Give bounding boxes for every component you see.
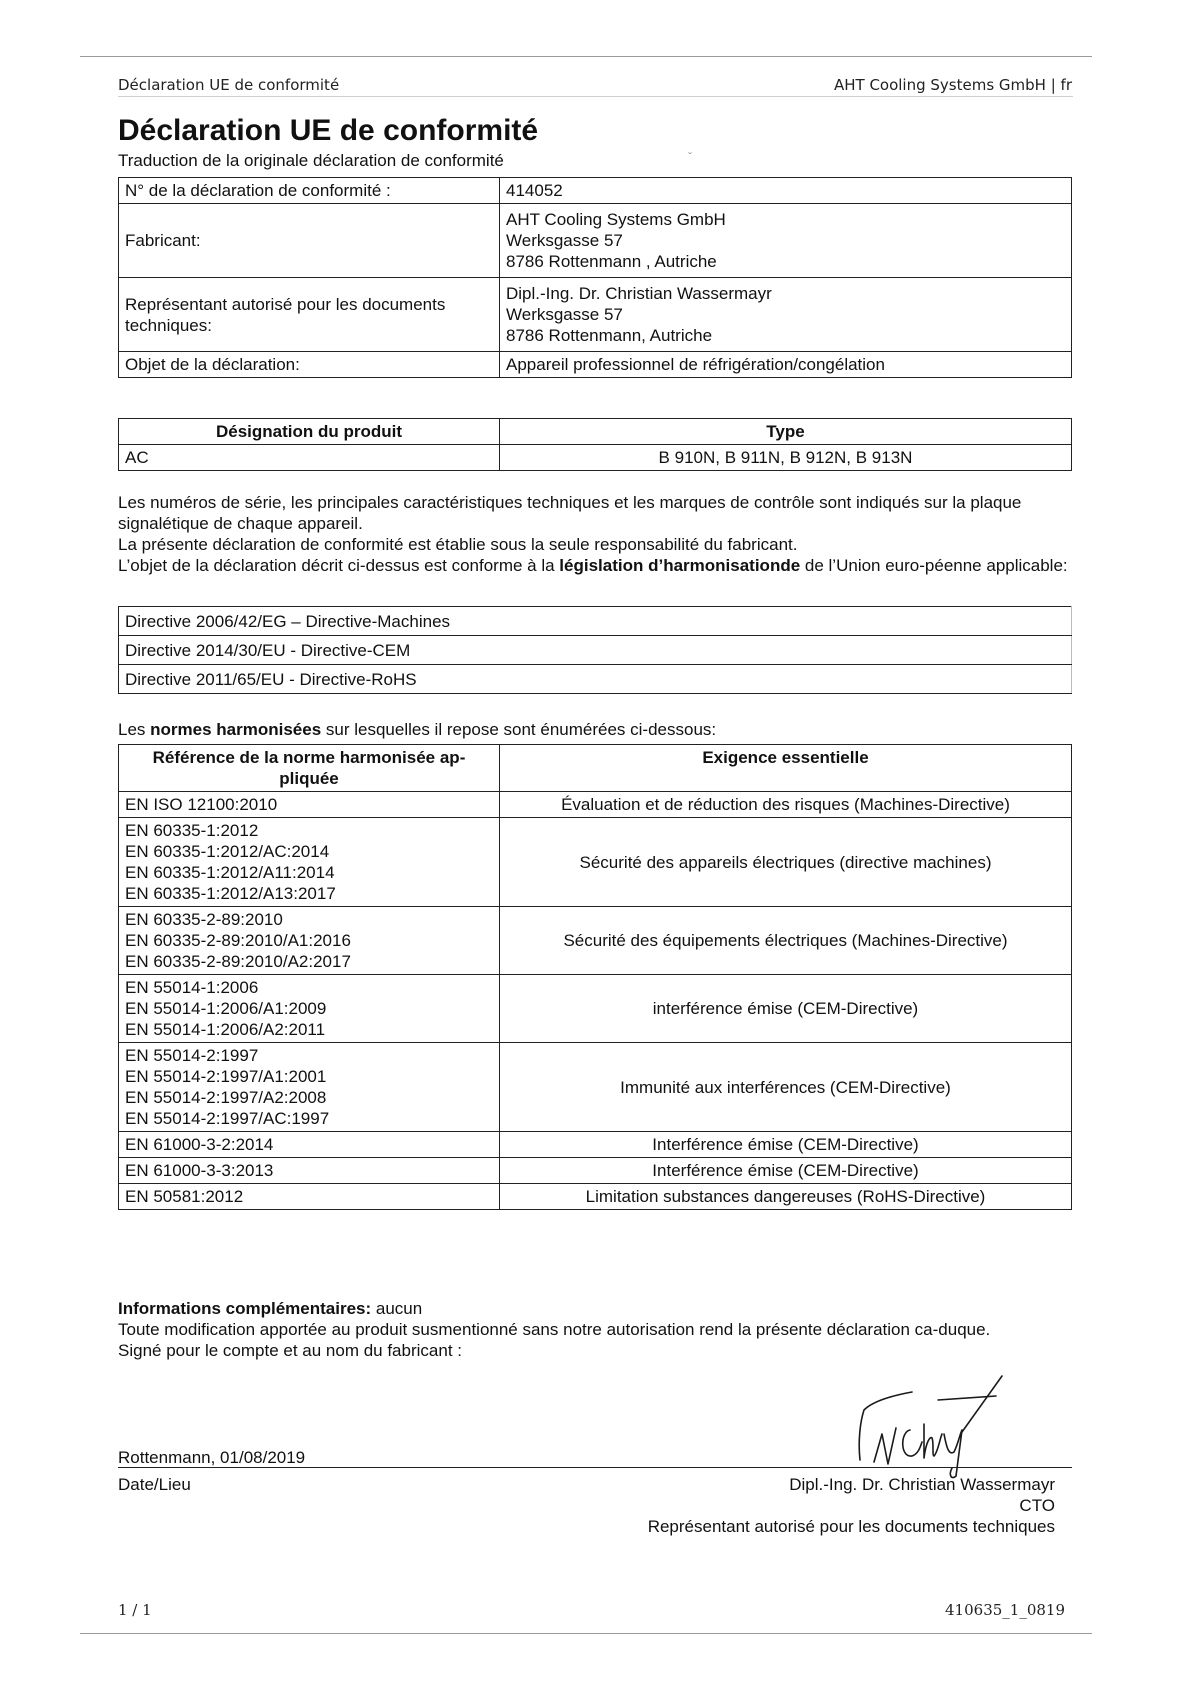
info-value-line: 414052 bbox=[506, 181, 563, 200]
norm-reference bbox=[119, 818, 500, 907]
table-row bbox=[119, 665, 1072, 694]
norm-reference-line: EN 55014-2:1997/A2:2008 bbox=[125, 1088, 327, 1107]
table-row bbox=[119, 636, 1072, 665]
additional-info bbox=[118, 1298, 1068, 1361]
info-value-line: 8786 Rottenmann , Autriche bbox=[506, 252, 717, 271]
norm-reference-line: EN 61000-3-3:2013 bbox=[125, 1161, 274, 1180]
scan-mark: ˇ bbox=[688, 150, 692, 164]
info-table bbox=[118, 177, 1072, 378]
info-value bbox=[500, 204, 1072, 278]
norm-requirement: Limitation substances dangereuses (RoHS-Directive) bbox=[500, 1184, 1072, 1210]
norm-reference-line: EN 60335-1:2012 bbox=[125, 821, 259, 840]
info-value-line: Dipl.-Ing. Dr. Christian Wassermayr bbox=[506, 284, 772, 303]
norm-reference-line: EN 60335-1:2012/A11:2014 bbox=[125, 863, 335, 882]
info-label: Fabricant: bbox=[119, 204, 500, 278]
norms-table bbox=[118, 744, 1072, 1210]
norm-requirement: Interférence émise (CEM-Directive) bbox=[500, 1158, 1072, 1184]
place-date: Rottenmann, 01/08/2019 bbox=[118, 1448, 306, 1467]
signer-block bbox=[0, 1474, 1055, 1537]
norm-reference-line: EN 55014-1:2006 bbox=[125, 978, 259, 997]
header-left: Déclaration UE de conformité bbox=[118, 76, 340, 94]
norms-header-reference: Référence de la norme harmonisée ap-pliquée bbox=[119, 745, 500, 792]
norm-requirement: Immunité aux interférences (CEM-Directive) bbox=[500, 1043, 1072, 1132]
product-table bbox=[118, 418, 1072, 471]
intro-p3: L’objet de la déclaration décrit ci-dessus est conforme à la législation d’harmonisationde de l’Union euro-péenne applicable: bbox=[118, 556, 1068, 575]
info-value bbox=[500, 178, 1072, 204]
table-row bbox=[119, 1132, 1072, 1158]
directive-item: Directive 2014/30/EU - Directive-CEM bbox=[119, 636, 1072, 665]
info-value bbox=[500, 278, 1072, 352]
norm-reference bbox=[119, 1184, 500, 1210]
norms-intro: Les normes harmonisées sur lesquelles il repose sont énumérées ci-dessous: bbox=[118, 720, 717, 739]
norm-reference-line: EN 60335-2-89:2010 bbox=[125, 910, 283, 929]
norm-reference bbox=[119, 907, 500, 975]
norm-reference-line: EN 55014-2:1997/A1:2001 bbox=[125, 1067, 327, 1086]
norm-reference bbox=[119, 1132, 500, 1158]
norm-reference bbox=[119, 792, 500, 818]
table-row bbox=[119, 445, 1072, 471]
norm-requirement: Évaluation et de réduction des risques (Machines-Directive) bbox=[500, 792, 1072, 818]
signature-line bbox=[118, 1467, 1072, 1468]
norm-reference bbox=[119, 1043, 500, 1132]
directives-table bbox=[118, 606, 1072, 694]
info-label: Objet de la déclaration: bbox=[119, 352, 500, 378]
norm-reference-line: EN 61000-3-2:2014 bbox=[125, 1135, 274, 1154]
product-designation: AC bbox=[119, 445, 500, 471]
norm-requirement: Sécurité des équipements électriques (Machines-Directive) bbox=[500, 907, 1072, 975]
info-value-line: AHT Cooling Systems GmbH bbox=[506, 210, 726, 229]
norm-reference-line: EN 55014-1:2006/A2:2011 bbox=[125, 1020, 326, 1039]
norm-reference-line: EN 60335-2-89:2010/A2:2017 bbox=[125, 952, 351, 971]
signer-role-description: Représentant autorisé pour les documents techniques bbox=[647, 1517, 1055, 1536]
norm-requirement: Sécurité des appareils électriques (directive machines) bbox=[500, 818, 1072, 907]
directive-item: Directive 2011/65/EU - Directive-RoHS bbox=[119, 665, 1072, 694]
signer-name: Dipl.-Ing. Dr. Christian Wassermayr bbox=[789, 1475, 1055, 1494]
table-row bbox=[119, 1158, 1072, 1184]
norm-reference bbox=[119, 1158, 500, 1184]
norm-reference bbox=[119, 975, 500, 1043]
top-rule bbox=[80, 56, 1092, 57]
norm-requirement: interférence émise (CEM-Directive) bbox=[500, 975, 1072, 1043]
table-row bbox=[119, 204, 1072, 278]
date-label: Date/Lieu bbox=[118, 1475, 191, 1494]
info-label: Représentant autorisé pour les documents techniques: bbox=[119, 278, 500, 352]
info-value-line: Werksgasse 57 bbox=[506, 231, 623, 250]
table-row bbox=[119, 818, 1072, 907]
table-row bbox=[119, 352, 1072, 378]
norm-reference-line: EN 55014-1:2006/A1:2009 bbox=[125, 999, 327, 1018]
additional-p2: Toute modification apportée au produit susmentionné sans notre autorisation rend la présente déclaration ca-duque. bbox=[118, 1320, 991, 1339]
norm-reference-line: EN 50581:2012 bbox=[125, 1187, 244, 1206]
table-row bbox=[119, 1043, 1072, 1132]
norm-reference-line: EN 60335-2-89:2010/A1:2016 bbox=[125, 931, 351, 950]
info-value-line: 8786 Rottenmann, Autriche bbox=[506, 326, 713, 345]
signer-role: CTO bbox=[1019, 1496, 1055, 1515]
directive-item: Directive 2006/42/EG – Directive-Machines bbox=[119, 607, 1072, 636]
norm-requirement: Interférence émise (CEM-Directive) bbox=[500, 1132, 1072, 1158]
page-subtitle: Traduction de la originale déclaration de conformité bbox=[118, 151, 504, 170]
table-row bbox=[119, 975, 1072, 1043]
intro-text bbox=[118, 492, 1068, 576]
header-right: AHT Cooling Systems GmbH | fr bbox=[833, 76, 1072, 94]
table-row bbox=[119, 792, 1072, 818]
intro-p1: Les numéros de série, les principales caractéristiques techniques et les marques de contrôle sont indiqués sur la plaque signalétique de chaque appareil. bbox=[118, 493, 1022, 533]
additional-p3: Signé pour le compte et au nom du fabricant : bbox=[118, 1341, 462, 1360]
table-row bbox=[119, 1184, 1072, 1210]
table-row bbox=[119, 278, 1072, 352]
norm-reference-line: EN 55014-2:1997/AC:1997 bbox=[125, 1109, 330, 1128]
intro-p2: La présente déclaration de conformité est établie sous la seule responsabilité du fabricant. bbox=[118, 535, 798, 554]
table-row bbox=[119, 907, 1072, 975]
product-type: B 910N, B 911N, B 912N, B 913N bbox=[500, 445, 1072, 471]
document-code: 410635_1_0819 bbox=[945, 1601, 1065, 1619]
product-header-designation: Désignation du produit bbox=[119, 419, 500, 445]
bottom-rule bbox=[80, 1633, 1092, 1634]
info-label: N° de la déclaration de conformité : bbox=[119, 178, 500, 204]
info-value bbox=[500, 352, 1072, 378]
table-row bbox=[119, 607, 1072, 636]
info-value-line: Werksgasse 57 bbox=[506, 305, 623, 324]
additional-p1: Informations complémentaires: aucun bbox=[118, 1299, 423, 1318]
norm-reference-line: EN 60335-1:2012/A13:2017 bbox=[125, 884, 336, 903]
product-header-type: Type bbox=[500, 419, 1072, 445]
norm-reference-line: EN 60335-1:2012/AC:2014 bbox=[125, 842, 330, 861]
norm-reference-line: EN ISO 12100:2010 bbox=[125, 795, 278, 814]
table-row bbox=[119, 178, 1072, 204]
page-number: 1 / 1 bbox=[118, 1601, 152, 1619]
norms-header-requirement: Exigence essentielle bbox=[500, 745, 1072, 792]
info-value-line: Appareil professionnel de réfrigération/congélation bbox=[506, 355, 885, 374]
page-title: Déclaration UE de conformité bbox=[118, 114, 539, 147]
norm-reference-line: EN 55014-2:1997 bbox=[125, 1046, 259, 1065]
header-divider bbox=[118, 96, 1073, 97]
